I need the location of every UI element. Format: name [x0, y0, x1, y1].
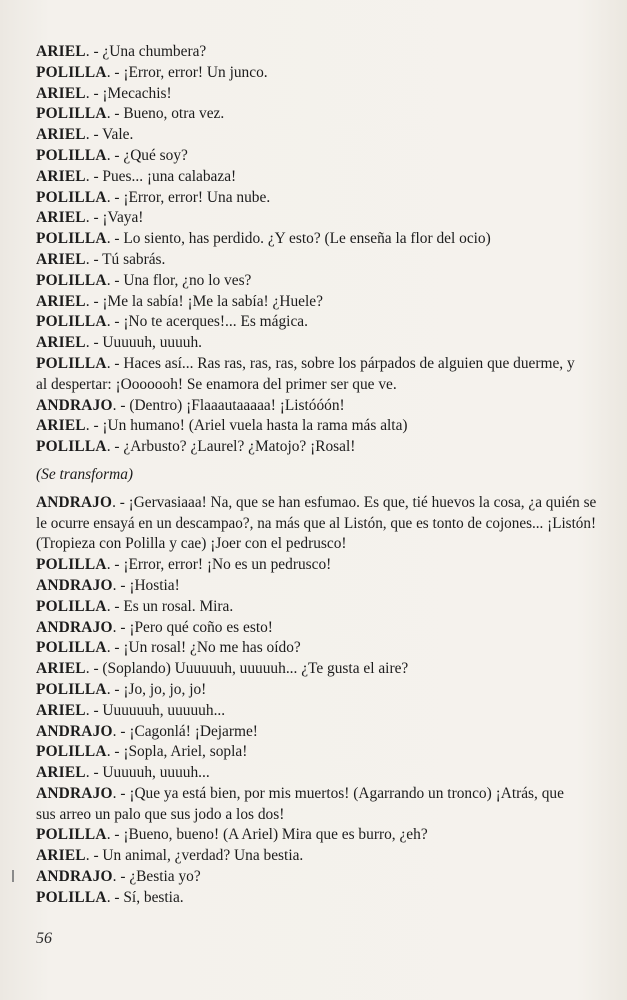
dialogue-line	[36, 888, 596, 909]
speaker-name: ARIEL	[36, 250, 86, 268]
dialogue-line	[36, 784, 596, 805]
dialogue-text: Uuuuuh, uuuuh...	[102, 764, 210, 782]
speaker-name: POLILLA	[36, 271, 107, 289]
dialogue-text: Uuuuuh, uuuuh.	[102, 334, 203, 352]
speaker-name: ANDRAJO	[36, 618, 113, 636]
speaker-separator: . -	[112, 868, 130, 886]
dialogue-line	[36, 825, 596, 846]
speaker-name: ARIEL	[36, 847, 86, 865]
speaker-name: ANDRAJO	[36, 396, 113, 414]
speaker-name: ARIEL	[36, 84, 86, 102]
speaker-name: ARIEL	[36, 764, 86, 782]
speaker-name: ANDRAJO	[36, 784, 113, 802]
dialogue-line	[36, 416, 596, 437]
dialogue-text: ¡Sopla, Ariel, sopla!	[123, 743, 248, 761]
dialogue-text: (Tropieza con Polilla y cae) ¡Joer con el pedrusco!	[36, 535, 347, 553]
dialogue-text: Vale.	[102, 126, 134, 144]
dialogue-line	[36, 188, 596, 209]
dialogue-line	[36, 597, 596, 618]
speaker-name: ANDRAJO	[36, 576, 113, 594]
dialogue-line	[36, 576, 596, 597]
dialogue-text: ¡Un rosal! ¿No me has oído?	[123, 639, 301, 657]
speaker-separator: . -	[85, 701, 103, 719]
speaker-separator: . -	[106, 188, 124, 206]
speaker-separator: . -	[85, 250, 103, 268]
dialogue-line	[36, 396, 596, 417]
speaker-separator: . -	[106, 556, 124, 574]
speaker-separator: . -	[106, 680, 124, 698]
speaker-name: ARIEL	[36, 43, 86, 60]
speaker-name: POLILLA	[36, 313, 107, 331]
dialogue-continuation	[36, 375, 596, 396]
dialogue-line	[36, 618, 596, 639]
dialogue-text: Lo siento, has perdido. ¿Y esto? (Le enseña la flor del ocio)	[123, 230, 491, 248]
dialogue-text: ¡Gervasiaaa! Na, que se han esfumao. Es que, tié huevos la cosa, ¿a quién se	[128, 493, 597, 511]
dialogue-text: Una flor, ¿no lo ves?	[123, 271, 252, 289]
speaker-separator: . -	[85, 660, 103, 678]
speaker-name: ARIEL	[36, 334, 86, 352]
dialogue-line	[36, 659, 596, 680]
speaker-name: POLILLA	[36, 230, 107, 248]
margin-mark	[12, 870, 14, 882]
dialogue-text: ¡No te acerques!... Es mágica.	[123, 313, 308, 331]
stage-direction-text: (Se transforma)	[36, 465, 134, 483]
dialogue-text: ¡Error, error! ¡No es un pedrusco!	[123, 556, 332, 574]
dialogue-text: ¡Cagonlá! ¡Dejarme!	[129, 722, 258, 740]
speaker-name: ARIEL	[36, 209, 86, 227]
speaker-name: ANDRAJO	[36, 493, 113, 511]
speaker-name: POLILLA	[36, 354, 107, 372]
speaker-separator: . -	[106, 888, 124, 906]
dialogue-line	[36, 167, 596, 188]
speaker-separator: . -	[85, 84, 103, 102]
dialogue-line	[36, 292, 596, 313]
speaker-separator: . -	[106, 826, 124, 844]
speaker-separator: . -	[106, 63, 124, 81]
speaker-separator: . -	[112, 722, 130, 740]
dialogue-line	[36, 493, 597, 514]
dialogue-text: Es un rosal. Mira.	[123, 597, 234, 615]
speaker-name: ARIEL	[36, 167, 86, 185]
speaker-separator: . -	[112, 396, 130, 414]
speaker-name: POLILLA	[36, 105, 107, 123]
dialogue-text: al despertar: ¡Ooooooh! Se enamora del primer ser que ve.	[36, 375, 397, 393]
dialogue-text: ¡Un humano! (Ariel vuela hasta la rama más alta)	[102, 417, 408, 435]
dialogue-text: ¡Error, error! Un junco.	[123, 63, 268, 81]
speaker-separator: . -	[85, 334, 103, 352]
speaker-name: ARIEL	[36, 701, 86, 719]
speaker-separator: . -	[85, 292, 103, 310]
dialogue-continuation	[36, 805, 596, 826]
dialogue-line	[36, 229, 596, 250]
dialogue-line	[36, 437, 596, 458]
dialogue-text: Un animal, ¿verdad? Una bestia.	[102, 847, 304, 865]
speaker-separator: . -	[106, 639, 124, 657]
dialogue-text: Haces así... Ras ras, ras, ras, sobre los párpados de alguien que duerme, y	[123, 354, 575, 372]
dialogue-text: Bueno, otra vez.	[123, 105, 225, 123]
speaker-separator: . -	[85, 167, 103, 185]
speaker-name: ARIEL	[36, 417, 86, 435]
speaker-name: POLILLA	[36, 888, 107, 906]
speaker-name: POLILLA	[36, 743, 107, 761]
dialogue-line	[36, 555, 596, 576]
dialogue-text: ¡Me la sabía! ¡Me la sabía! ¿Huele?	[102, 292, 323, 310]
dialogue-continuation	[36, 534, 596, 555]
dialogue-line	[36, 104, 596, 125]
dialogue-line	[36, 146, 596, 167]
speaker-separator: . -	[112, 618, 130, 636]
dialogue-text: ¡Error, error! Una nube.	[123, 188, 271, 206]
speaker-name: POLILLA	[36, 556, 107, 574]
speaker-separator: . -	[106, 105, 124, 123]
speaker-separator: . -	[112, 784, 130, 802]
speaker-name: ANDRAJO	[36, 722, 113, 740]
speaker-name: POLILLA	[36, 680, 107, 698]
dialogue-text: ¿Bestia yo?	[129, 868, 201, 886]
dialogue-text: Uuuuuuh, uuuuuh...	[102, 701, 226, 719]
speaker-name: POLILLA	[36, 146, 107, 164]
speaker-separator: . -	[85, 126, 103, 144]
speaker-name: POLILLA	[36, 597, 107, 615]
dialogue-line	[36, 312, 596, 333]
dialogue-line	[36, 680, 596, 701]
dialogue-text: ¡Vaya!	[102, 209, 144, 227]
dialogue-text: ¿Arbusto? ¿Laurel? ¿Matojo? ¡Rosal!	[123, 438, 356, 456]
dialogue-text: ¡Jo, jo, jo, jo!	[123, 680, 207, 698]
dialogue-line	[36, 867, 596, 888]
speaker-separator: . -	[106, 313, 124, 331]
dialogue-text: ¿Qué soy?	[123, 146, 188, 164]
speaker-name: POLILLA	[36, 826, 107, 844]
page-number: 56	[36, 930, 52, 947]
dialogue-line	[36, 846, 596, 867]
dialogue-text: Sí, bestia.	[123, 888, 184, 906]
dialogue-line	[36, 354, 596, 375]
speaker-separator: . -	[85, 417, 103, 435]
dialogue-line	[36, 271, 596, 292]
dialogue-line	[36, 333, 596, 354]
dialogue-text: Pues... ¡una calabaza!	[102, 167, 237, 185]
speaker-name: POLILLA	[36, 63, 107, 81]
stage-direction	[36, 465, 596, 486]
dialogue-block	[36, 42, 596, 909]
dialogue-text: ¡Hostia!	[129, 576, 180, 594]
speaker-name: ARIEL	[36, 292, 86, 310]
dialogue-line	[36, 250, 596, 271]
dialogue-line	[36, 722, 596, 743]
speaker-name: POLILLA	[36, 639, 107, 657]
dialogue-line	[36, 701, 596, 722]
speaker-separator: . -	[85, 847, 103, 865]
dialogue-text: ¡Bueno, bueno! (A Ariel) Mira que es burro, ¿eh?	[123, 826, 428, 844]
speaker-name: POLILLA	[36, 188, 107, 206]
speaker-separator: . -	[85, 764, 103, 782]
dialogue-text: (Dentro) ¡Flaaautaaaaa! ¡Listóóón!	[129, 396, 345, 414]
dialogue-line	[36, 84, 596, 105]
dialogue-text: ¡Pero qué coño es esto!	[129, 618, 273, 636]
speaker-separator: . -	[106, 354, 124, 372]
speaker-separator: . -	[106, 743, 124, 761]
speaker-separator: . -	[106, 271, 124, 289]
speaker-name: POLILLA	[36, 438, 107, 456]
speaker-separator: . -	[85, 43, 103, 60]
dialogue-line	[36, 763, 596, 784]
dialogue-continuation	[36, 514, 597, 535]
speaker-separator: . -	[85, 209, 103, 227]
speaker-separator: . -	[106, 146, 124, 164]
dialogue-line	[36, 638, 596, 659]
speaker-name: ARIEL	[36, 660, 86, 678]
speaker-separator: . -	[112, 576, 130, 594]
dialogue-line	[36, 42, 596, 63]
speaker-name: ARIEL	[36, 126, 86, 144]
speaker-separator: . -	[106, 438, 124, 456]
speaker-separator: . -	[106, 597, 124, 615]
speaker-name: ANDRAJO	[36, 868, 113, 886]
dialogue-text: ¡Mecachis!	[102, 84, 172, 102]
dialogue-line	[36, 63, 596, 84]
dialogue-text: ¡Que ya está bien, por mis muertos! (Agarrando un tronco) ¡Atrás, que	[129, 784, 564, 802]
speaker-separator: . -	[112, 493, 129, 511]
dialogue-text: ¿Una chumbera?	[102, 43, 207, 60]
dialogue-line	[36, 208, 596, 229]
dialogue-text: sus arreo un palo que sus jodo a los dos!	[36, 805, 285, 823]
speaker-separator: . -	[106, 230, 124, 248]
dialogue-text: (Soplando) Uuuuuuh, uuuuuh... ¿Te gusta el aire?	[102, 660, 409, 678]
dialogue-text: Tú sabrás.	[102, 250, 166, 268]
dialogue-line	[36, 742, 596, 763]
dialogue-text: le ocurre ensayá en un descampao?, na más que al Listón, que es tonto de cojones... ¡Listón!	[36, 514, 597, 532]
dialogue-line	[36, 125, 596, 146]
